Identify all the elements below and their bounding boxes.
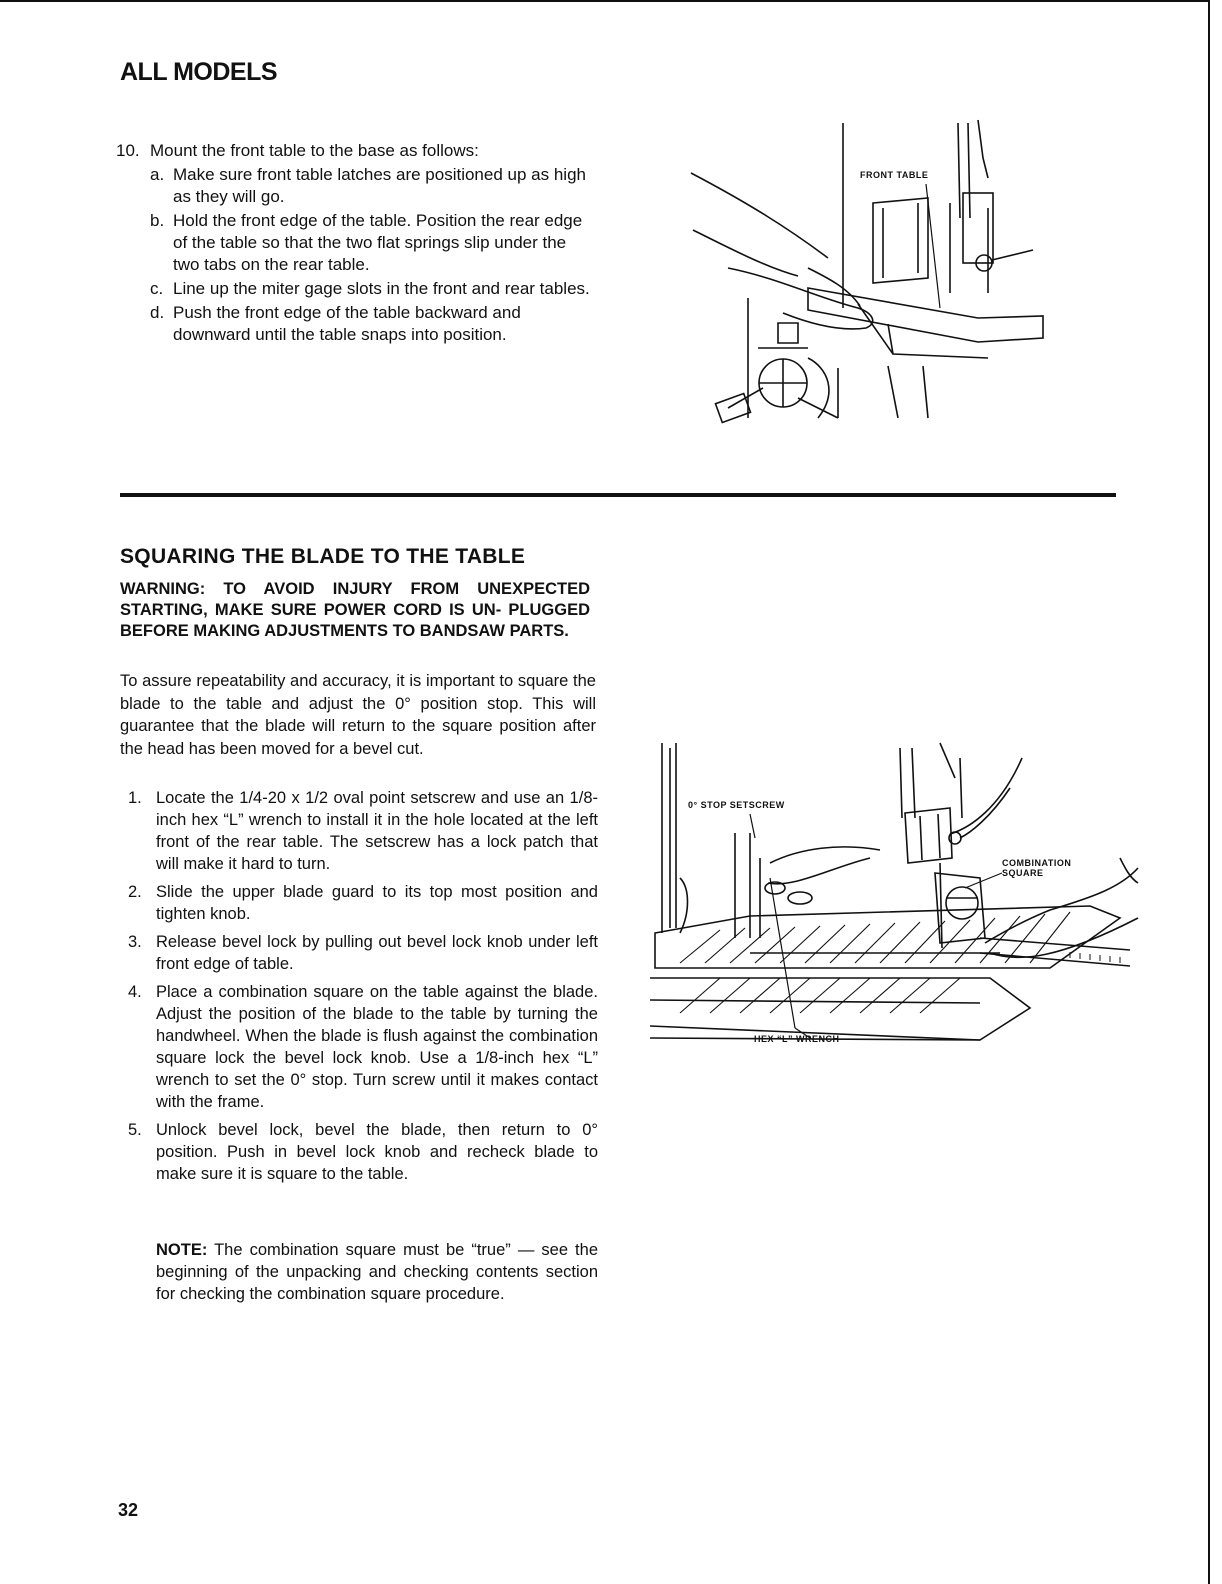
step-number: 1. — [128, 789, 142, 807]
step-lead-text: Mount the front table to the base as follows: — [150, 141, 479, 160]
squaring-step-5 — [128, 1119, 598, 1185]
step-number: 3. — [128, 933, 142, 951]
step-text: Slide the upper blade guard to its top most position and tighten knob. — [156, 883, 598, 923]
note-label: NOTE: — [156, 1241, 208, 1259]
front-table-illustration — [688, 118, 1048, 430]
step-text: Release bevel lock by pulling out bevel lock knob under left front edge of table. — [156, 933, 598, 973]
front-table-callout: FRONT TABLE — [860, 170, 929, 180]
step-number: 5. — [128, 1121, 142, 1139]
step-text: Unlock bevel lock, bevel the blade, then return to 0° position. Push in bevel lock knob and recheck blade to make sure it is square to the table. — [156, 1121, 598, 1183]
intro-paragraph: To assure repeatability and accuracy, it is important to square the blade to the table and adjust the 0° position stop. This will guarantee that the blade will return to the square position after the head has been moved for a bevel cut. — [120, 672, 596, 758]
page-border-top — [0, 0, 1208, 2]
squaring-illustration — [650, 738, 1140, 1056]
front-table-drawing — [688, 118, 1048, 430]
page-number: 32 — [118, 1500, 139, 1520]
safety-warning: WARNING: TO AVOID INJURY FROM UNEXPECTED STARTING, MAKE SURE POWER CORD IS UN- PLUGGED BEFORE MAKING ADJUSTMENTS TO BANDSAW PARTS. — [120, 580, 590, 640]
note-paragraph — [156, 1239, 598, 1305]
section-divider — [120, 493, 1116, 497]
step-number: 10. — [116, 141, 140, 160]
step-text: Locate the 1/4-20 x 1/2 oval point setscrew and use an 1/8-inch hex “L” wrench to install it in the hole located at the left front of the rear table. The setscrew has a lock patch that will make it hard to turn. — [156, 789, 598, 873]
substep-text: Push the front edge of the table backward and downward until the table snaps into position. — [173, 303, 521, 344]
substep-letter: a. — [150, 165, 165, 184]
page-border-right — [1208, 0, 1210, 1584]
step-number: 4. — [128, 983, 142, 1001]
squaring-step-3 — [128, 931, 598, 975]
substep-c — [150, 278, 596, 300]
square-callout: SQUARE — [1002, 868, 1044, 878]
substep-letter: b. — [150, 211, 165, 230]
squaring-step-4 — [128, 981, 598, 1113]
squaring-drawing — [650, 738, 1140, 1056]
step-text: Place a combination square on the table against the blade. Adjust the position of the blade to the table by turning the handwheel. When the blade is flush against the combination square lock the bevel lock knob. Use a 1/8-inch hex “L” wrench to set the 0° stop. Turn screw until it makes contact with the frame. — [156, 983, 598, 1111]
substep-a — [150, 164, 596, 208]
substep-b — [150, 210, 596, 276]
section-heading: ALL MODELS — [120, 58, 278, 86]
note-text: The combination square must be “true” — see the beginning of the unpacking and checking contents section for checking the combination square procedure. — [156, 1241, 598, 1303]
mounting-instructions — [116, 140, 596, 348]
substep-text: Make sure front table latches are positioned up as high as they will go. — [173, 165, 586, 206]
stop-setscrew-callout: 0° STOP SETSCREW — [688, 800, 785, 810]
substep-text: Line up the miter gage slots in the front and rear tables. — [173, 279, 590, 298]
substep-d — [150, 302, 596, 346]
squaring-step-2 — [128, 881, 598, 925]
substep-letter: c. — [150, 279, 164, 298]
combination-callout: COMBINATION — [1002, 858, 1072, 868]
substep-letter: d. — [150, 303, 165, 322]
step-10 — [116, 140, 596, 162]
substep-list — [150, 164, 596, 346]
squaring-step-1 — [128, 787, 598, 875]
step-number: 2. — [128, 883, 142, 901]
squaring-title: SQUARING THE BLADE TO THE TABLE — [120, 545, 526, 568]
squaring-steps — [128, 787, 598, 1191]
hex-wrench-callout: HEX “L” WRENCH — [754, 1034, 840, 1044]
substep-text: Hold the front edge of the table. Position the rear edge of the table so that the two flat springs slip under the two tabs on the rear table. — [173, 211, 583, 274]
